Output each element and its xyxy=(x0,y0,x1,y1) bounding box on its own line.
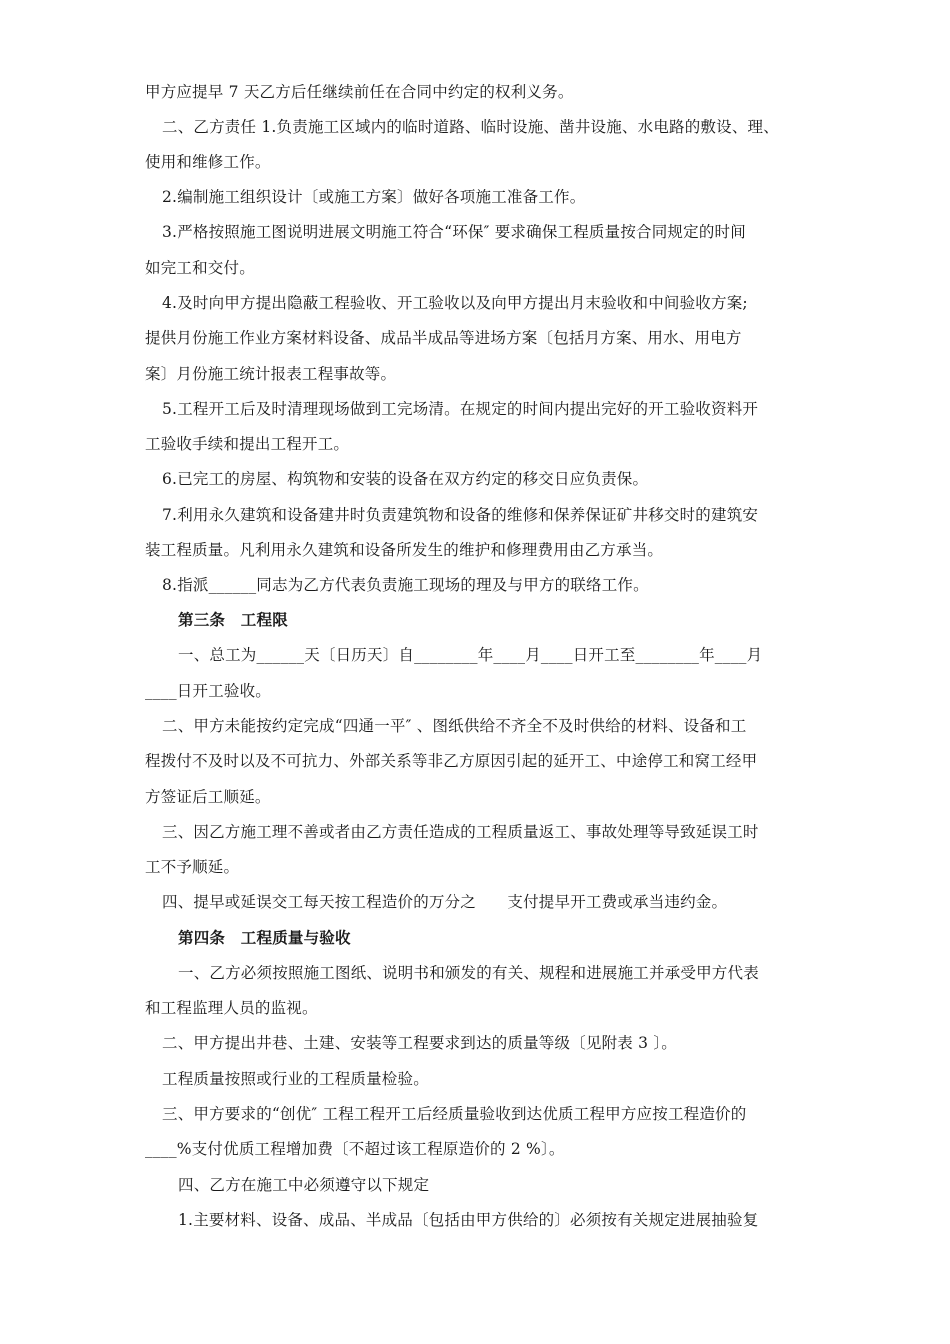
paragraph-line: 方签证后工顺延。 xyxy=(145,788,271,806)
paragraph-line: 甲方应提早 7 天乙方后任继续前任在合同中约定的权利义务。 xyxy=(145,83,574,101)
paragraph-line: 二、甲方未能按约定完成“四通一平″ 、图纸供给不齐全不及时供给的材料、设备和工 xyxy=(162,717,747,735)
paragraph-line: 5.工程开工后及时清理现场做到工完场清。在规定的时间内提出完好的开工验收资料开 xyxy=(162,400,759,418)
paragraph-line: 如完工和交付。 xyxy=(145,259,255,277)
paragraph-line: 使用和维修工作。 xyxy=(145,153,271,171)
section-heading: 第三条 工程限 xyxy=(178,610,288,629)
paragraph-line: 3.严格按照施工图说明进展文明施工符合“环保″ 要求确保工程质量按合同规定的时间 xyxy=(162,223,746,241)
paragraph-line: 工验收手续和提出工程开工。 xyxy=(145,435,350,453)
paragraph-line: 工程质量按照或行业的工程质量检验。 xyxy=(162,1070,429,1088)
paragraph-line: 8.指派______同志为乙方代表负责施工现场的理及与甲方的联络工作。 xyxy=(162,576,649,594)
paragraph-line: 一、乙方必须按照施工图纸、说明书和颁发的有关、规程和进展施工并承受甲方代表 xyxy=(178,964,759,982)
paragraph-line: 4.及时向甲方提出隐蔽工程验收、开工验收以及向甲方提出月末验收和中间验收方案; xyxy=(162,294,748,312)
paragraph-line: 四、乙方在施工中必须遵守以下规定 xyxy=(178,1176,430,1194)
paragraph-line: 2.编制施工组织设计〔或施工方案〕做好各项施工准备工作。 xyxy=(162,188,586,206)
paragraph-line: 7.利用永久建筑和设备建井时负责建筑物和设备的维修和保养保证矿井移交时的建筑安 xyxy=(162,506,759,524)
paragraph-line: 提供月份施工作业方案材料设备、成品半成品等进场方案〔包括月方案、用水、用电方 xyxy=(145,329,742,347)
paragraph-line: 工不予顺延。 xyxy=(145,858,240,876)
paragraph-line: 一、总工为______天〔日历天〕自________年____月____日开工至________年____月 xyxy=(178,646,763,664)
paragraph-line: 二、乙方责任 1.负责施工区域内的临时道路、临时设施、凿井设施、水电路的敷设、理、 xyxy=(162,118,779,136)
paragraph-line: 1.主要材料、设备、成品、半成品〔包括由甲方供给的〕必须按有关规定进展抽验复 xyxy=(178,1211,759,1229)
paragraph-line: 案〕月份施工统计报表工程事故等。 xyxy=(145,365,397,383)
paragraph-line: ____日开工验收。 xyxy=(145,682,272,700)
paragraph-line: 6.已完工的房屋、构筑物和安装的设备在双方约定的移交日应负责保。 xyxy=(162,470,649,488)
paragraph-line: 三、因乙方施工理不善或者由乙方责任造成的工程质量返工、事故处理等导致延误工时 xyxy=(162,823,759,841)
paragraph-line: ____%支付优质工程增加费〔不超过该工程原造价的 2 %〕。 xyxy=(145,1140,565,1158)
paragraph-line: 装工程质量。凡利用永久建筑和设备所发生的维护和修理费用由乙方承当。 xyxy=(145,541,664,559)
section-heading: 第四条 工程质量与验收 xyxy=(178,928,351,947)
paragraph-line: 二、甲方提出井巷、土建、安装等工程要求到达的质量等级〔见附表 3 〕。 xyxy=(162,1034,677,1052)
paragraph-line: 程拨付不及时以及不可抗力、外部关系等非乙方原因引起的延开工、中途停工和窝工经甲 xyxy=(145,752,758,770)
paragraph-line: 三、甲方要求的“创优″ 工程工程开工后经质量验收到达优质工程甲方应按工程造价的 xyxy=(162,1105,747,1123)
paragraph-line: 和工程监理人员的监视。 xyxy=(145,999,318,1017)
paragraph-line: 四、提早或延误交工每天按工程造价的万分之 支付提早开工费或承当违约金。 xyxy=(162,893,728,911)
